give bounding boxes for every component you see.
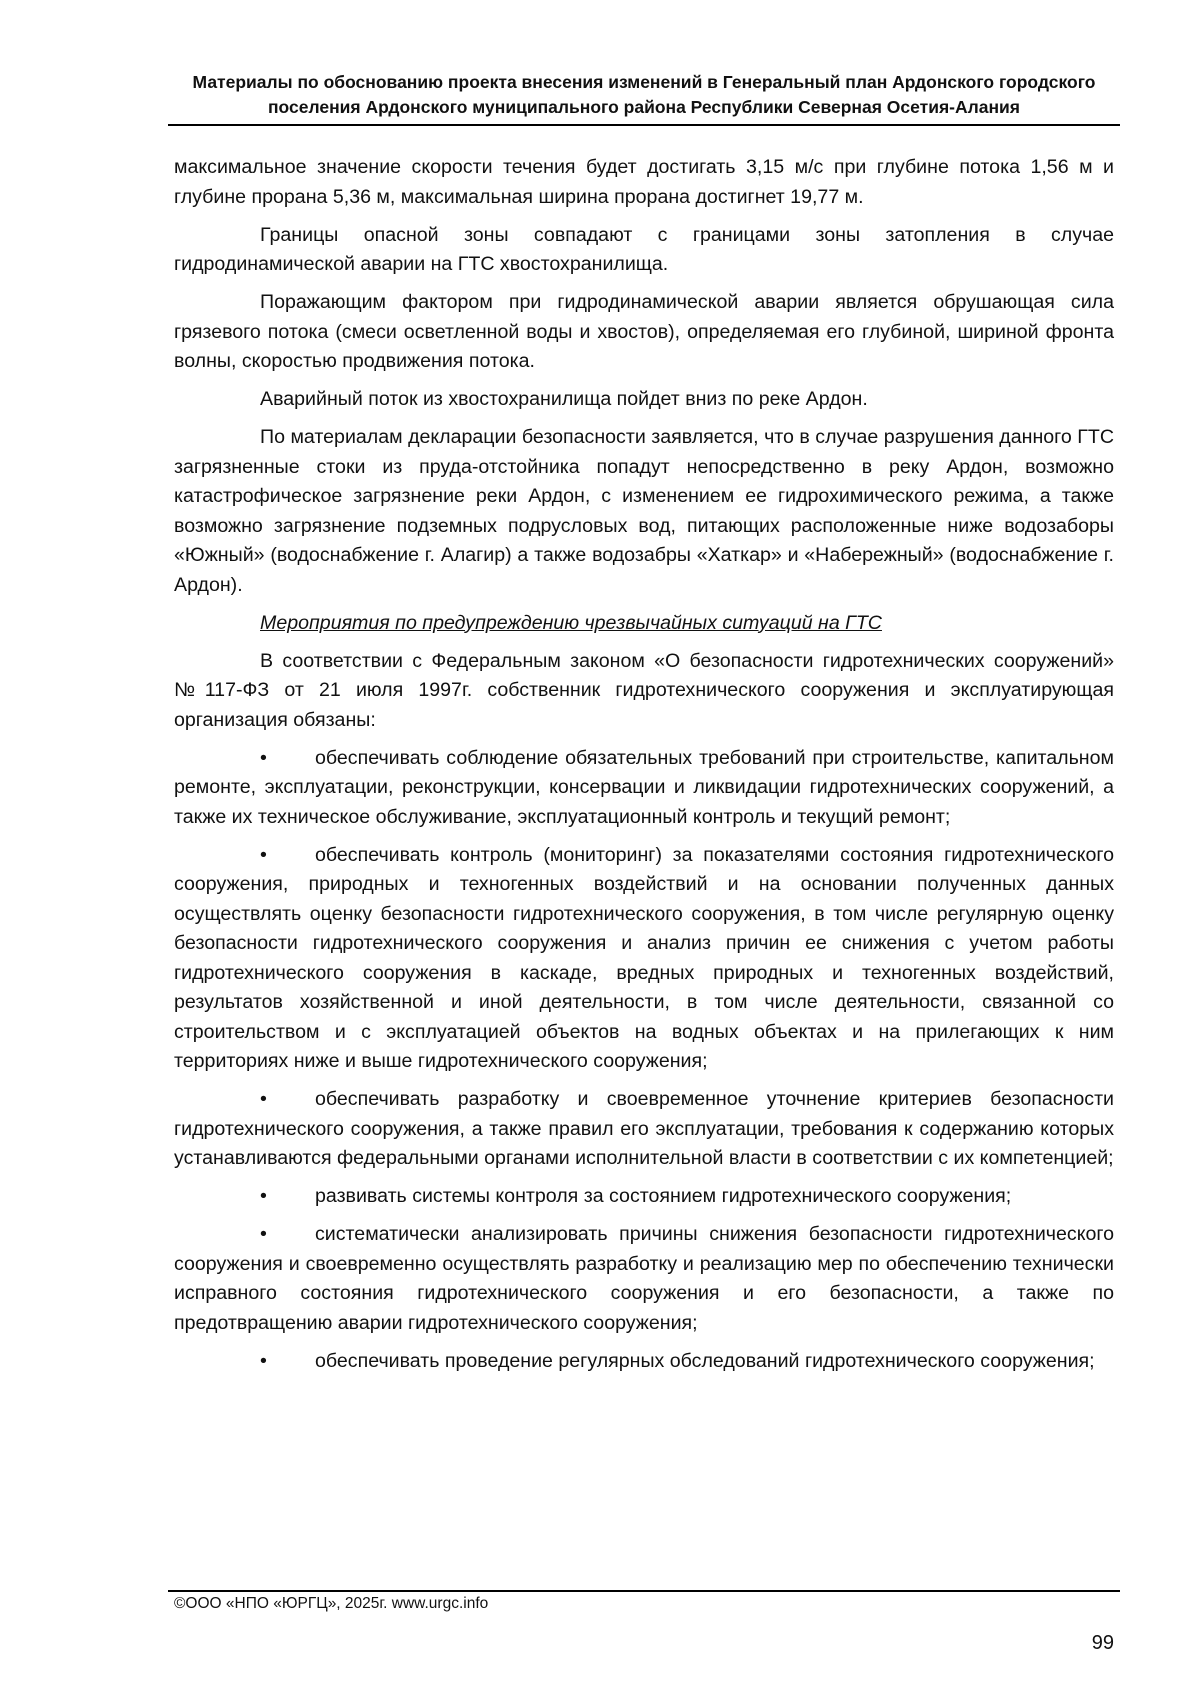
- bullet-text: систематически анализировать причины снижения безопасности гидротехнического сооружения и своевременно осуществлять разработку и реализацию мер по обеспечению технически исправного состояния гидротехнического сооружения и его безопасности, а также по предотвращению аварии гидротехнического сооружения;: [174, 1223, 1114, 1334]
- page-number: 99: [1091, 1632, 1114, 1654]
- bullet-item-5: [174, 1220, 1114, 1338]
- bullet-text: обеспечивать соблюдение обязательных требований при строительстве, капитальном ремонте, эксплуатации, реконструкции, консервации и ликвидации гидротехнических сооружений, а также их техническое обслуживание, эксплуатационный контроль и текущий ремонт;: [174, 746, 1114, 828]
- paragraph-6: В соответствии с Федеральным законом «О безопасности гидротехнических сооружений» №117-ФЗ от 21 июля 1997г. собственник гидротехнического сооружения и эксплуатирующая организация обязаны:: [174, 649, 1114, 731]
- bullet-icon: •: [260, 1088, 267, 1110]
- bullet-icon: •: [260, 746, 267, 769]
- bullet-text: развивать системы контроля за состоянием гидротехнического сооружения;: [315, 1185, 1012, 1207]
- bullet-item-3: [174, 1085, 1114, 1174]
- header-line-1: Материалы по обоснованию проекта внесения изменений в Генеральный план Ардонского городского: [192, 72, 1096, 92]
- header-line-2: поселения Ардонского муниципального района Республики Северная Осетия-Алания: [267, 97, 1021, 117]
- paragraph-5: По материалам декларации безопасности заявляется, что в случае разрушения данного ГТС загрязненные стоки из пруда-отстойника попадут непосредственно в реку Ардон, возможно катастрофическое загрязнение реки Ардон, с изменением ее гидрохимического режима, а также возможно загрязнение подземных подрусловых вод, питающих расположенные ниже водозаборы «Южный» (водоснабжение г. Алагир) а также водозабры «Хаткар» и «Набережный» (водоснабжение г. Ардон).: [174, 426, 1114, 596]
- bullet-item-4: [174, 1182, 1114, 1212]
- bullet-text: обеспечивать разработку и своевременное уточнение критериев безопасности гидротехнического сооружения, а также правил его эксплуатации, требования к содержанию которых устанавливаются федеральными органами исполнительной власти в соответствии с их компетенцией;: [174, 1088, 1114, 1169]
- bullet-text: обеспечивать контроль (мониторинг) за показателями состояния гидротехнического сооружения, природных и техногенных воздействий и на основании полученных данных осуществлять оценку безопасности гидротехнического сооружения, в том числе регулярную оценку безопасности гидротехнического сооружения и анализ причин ее снижения с учетом работы гидротехнического сооружения в каскаде, вредных природных и техногенных воздействий, результатов хозяйственной и иной деятельности, в том числе деятельности, связанной со строительством и с эксплуатацией объектов на водных объектах и на прилегающих к ним территориях ниже и выше гидротехнического сооружения;: [174, 843, 1114, 1072]
- paragraph-4: Аварийный поток из хвостохранилища пойдет вниз по реке Ардон.: [260, 388, 868, 410]
- page-header: [168, 70, 1120, 120]
- footer-copyright: ©ООО «НПО «ЮРГЦ», 2025г. www.urgc.info: [174, 1595, 489, 1612]
- header-divider: [168, 124, 1120, 126]
- bullet-item-6: [174, 1347, 1114, 1377]
- section-heading: Мероприятия по предупреждению чрезвычайных ситуаций на ГТС: [260, 611, 882, 634]
- bullet-text: обеспечивать проведение регулярных обследований гидротехнического сооружения;: [315, 1349, 1095, 1372]
- bullet-icon: •: [260, 843, 267, 866]
- bullet-item-1: [174, 744, 1114, 833]
- page-body: [174, 153, 1114, 1385]
- paragraph-3: Поражающим фактором при гидродинамической аварии является обрушающая сила грязевого потока (смеси осветленной воды и хвостов), определяемая его глубиной, шириной фронта волны, скоростью продвижения потока.: [174, 291, 1114, 372]
- bullet-item-2: [174, 841, 1114, 1077]
- footer-divider: [168, 1590, 1120, 1592]
- bullet-icon: •: [260, 1223, 267, 1245]
- paragraph-1: максимальное значение скорости течения будет достигать 3,15 м/с при глубине потока 1,56 м и глубине прорана 5,36 м, максимальная ширина прорана достигнет 19,77 м.: [174, 156, 1114, 208]
- paragraph-2: Границы опасной зоны совпадают с границами зоны затопления в случае гидродинамической аварии на ГТС хвостохранилища.: [174, 223, 1114, 275]
- bullet-icon: •: [260, 1349, 267, 1372]
- bullet-icon: •: [260, 1185, 267, 1207]
